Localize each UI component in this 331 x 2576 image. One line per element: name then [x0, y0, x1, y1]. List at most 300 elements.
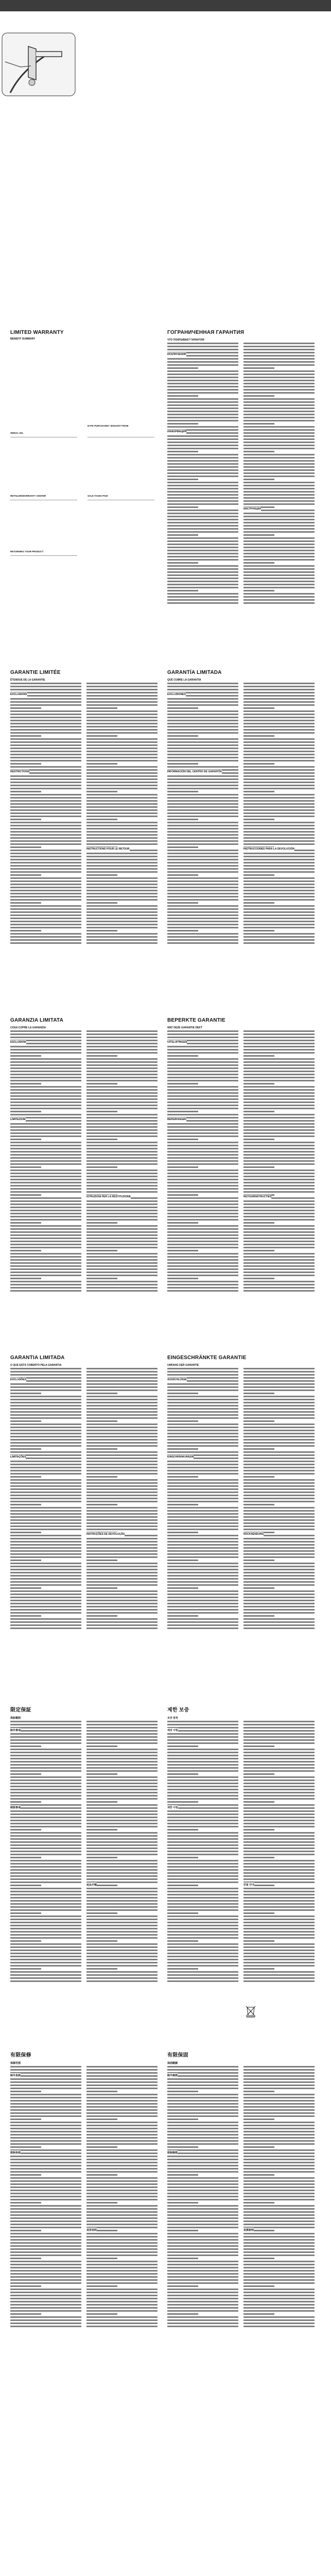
text-line [167, 1529, 238, 1530]
text-line [243, 355, 315, 357]
text-line [10, 1866, 81, 1868]
text-line [167, 865, 238, 867]
text-line [167, 2174, 198, 2176]
text-line [10, 2112, 81, 2114]
text-line [243, 1838, 315, 1840]
text-line [86, 1046, 158, 1047]
text-line [86, 914, 158, 916]
text-line [86, 1436, 158, 1437]
text-line [167, 2066, 238, 2067]
text-line [86, 1089, 158, 1091]
text-line [86, 788, 158, 789]
text-line [10, 2078, 81, 2080]
text-line [243, 1888, 315, 1889]
text-line [243, 1786, 315, 1787]
text-line [167, 831, 238, 833]
text-line [243, 2298, 315, 2299]
text-line [243, 942, 315, 944]
text-line [167, 2298, 238, 2299]
text-line [86, 1163, 158, 1165]
text-line [10, 1253, 81, 1255]
text-line [167, 435, 238, 437]
text-line [243, 1278, 274, 1279]
text-line [167, 2156, 238, 2157]
text-line [86, 1482, 158, 1484]
text-line [243, 2165, 315, 2166]
text-line [167, 800, 238, 802]
text-line [167, 1597, 238, 1598]
text-line [167, 2094, 238, 2095]
text-line [167, 2279, 238, 2281]
text-line [10, 921, 81, 922]
text-line [10, 714, 81, 715]
text-line [10, 1470, 81, 1471]
text-line [167, 911, 238, 913]
text-line [10, 2221, 81, 2222]
text-line [167, 2131, 238, 2132]
text-line [86, 1439, 158, 1440]
text-line [10, 2196, 81, 2197]
text-line [167, 2248, 238, 2250]
text-line [243, 2131, 315, 2132]
section-subheading: EXCLUSIONS [10, 693, 27, 696]
text-line [243, 485, 315, 486]
text-line [243, 1433, 315, 1434]
text-line [10, 1176, 81, 1177]
text-line [167, 463, 238, 465]
text-line [10, 1101, 81, 1103]
text-line [10, 828, 81, 829]
text-line [167, 2115, 238, 2117]
text-line [167, 513, 238, 514]
text-line [10, 1535, 81, 1536]
text-line [243, 531, 315, 533]
text-line [243, 1739, 315, 1741]
text-line [86, 2258, 117, 2259]
text-line [243, 2264, 315, 2265]
text-line [167, 754, 238, 755]
text-line [167, 1126, 238, 1128]
text-line [86, 1120, 158, 1122]
text-line [167, 469, 238, 471]
text-line [167, 1891, 238, 1892]
text-line [243, 2137, 315, 2139]
text-line [86, 1786, 158, 1787]
text-line [10, 911, 81, 913]
body-text-block [167, 2066, 317, 2334]
text-line [167, 553, 238, 554]
text-line [167, 531, 238, 533]
text-line [86, 865, 158, 867]
text-line [86, 1092, 158, 1094]
text-line [167, 1903, 238, 1905]
text-line [86, 2233, 158, 2234]
text-line [10, 1916, 81, 1917]
text-line [86, 890, 158, 891]
text-line [86, 1241, 158, 1242]
text-line [243, 1287, 315, 1289]
text-line [243, 1609, 315, 1611]
text-line [86, 2221, 158, 2222]
text-line [10, 1860, 81, 1861]
text-line [167, 1547, 238, 1549]
text-line [167, 404, 238, 406]
text-line [243, 2214, 315, 2216]
text-line [86, 1860, 158, 1861]
text-line [243, 1547, 315, 1549]
text-line [10, 1170, 81, 1171]
text-line [167, 1814, 238, 1815]
text-line [86, 1844, 158, 1846]
text-line [10, 1420, 41, 1422]
text-line [167, 1095, 238, 1097]
text-line [167, 1470, 238, 1471]
text-line [86, 2131, 158, 2132]
text-line [243, 1055, 274, 1057]
text-line [10, 2115, 81, 2117]
text-line [243, 775, 315, 777]
text-line [167, 2075, 238, 2077]
text-line [243, 571, 315, 573]
text-line [167, 868, 238, 870]
text-line [167, 361, 238, 363]
text-line [167, 2100, 238, 2102]
text-line [167, 1928, 238, 1929]
text-line [167, 726, 238, 727]
text-line [167, 1761, 238, 1762]
text-line [10, 1770, 81, 1772]
text-line [10, 887, 81, 888]
text-line [10, 1080, 81, 1081]
text-line [10, 2131, 81, 2132]
text-line [167, 2196, 238, 2197]
text-line [167, 735, 198, 737]
text-line [243, 2307, 315, 2309]
text-line [243, 751, 315, 752]
text-line [86, 1055, 117, 1057]
text-line [243, 1925, 315, 1926]
text-line [10, 809, 81, 811]
text-line [10, 1776, 81, 1778]
text-line [86, 877, 158, 879]
text-line [243, 714, 315, 715]
text-line [86, 816, 158, 817]
text-line [10, 1823, 81, 1824]
text-line [167, 1142, 238, 1143]
text-line [167, 1925, 238, 1926]
text-line [86, 1974, 158, 1976]
text-line [86, 1529, 158, 1530]
text-line [167, 846, 198, 848]
text-line [86, 862, 158, 863]
warranty-section [167, 1018, 317, 1298]
text-line [10, 1231, 81, 1233]
text-line [243, 1108, 315, 1109]
section-heading: 保固範圍 [167, 2062, 178, 2065]
text-line [167, 791, 198, 792]
text-line [10, 1142, 81, 1143]
text-line [243, 1086, 315, 1088]
text-line [86, 1510, 158, 1512]
text-line [243, 1810, 315, 1812]
text-line [10, 1547, 81, 1549]
text-line [167, 1111, 198, 1112]
text-line [243, 1621, 315, 1623]
text-line [10, 1739, 81, 1741]
text-line [86, 748, 158, 749]
section-subheading: INSTRUÇÕES DE DEVOLUÇÃO [86, 1533, 125, 1536]
text-line [10, 1417, 81, 1419]
text-line [167, 837, 238, 839]
text-line [243, 602, 315, 604]
text-line [243, 1498, 315, 1499]
text-line [86, 1216, 158, 1217]
text-line [86, 1513, 158, 1515]
text-line [243, 766, 315, 768]
text-line [167, 1368, 238, 1369]
text-line [86, 1628, 158, 1629]
text-line [86, 1776, 158, 1778]
text-line [10, 1519, 81, 1521]
text-line [167, 1219, 238, 1221]
text-line [167, 816, 238, 817]
text-line [10, 1835, 81, 1837]
text-line [10, 2326, 81, 2327]
text-line [243, 537, 315, 539]
text-line [86, 1033, 158, 1035]
body-text-block [167, 1030, 317, 1298]
text-line [167, 714, 238, 715]
text-line [243, 1092, 315, 1094]
text-line [167, 1479, 238, 1481]
text-line [243, 902, 274, 904]
text-line [167, 1789, 238, 1790]
text-line [243, 2072, 315, 2074]
text-line [243, 442, 315, 443]
text-line [86, 2180, 158, 2182]
text-line [167, 1071, 238, 1072]
text-line [243, 562, 274, 564]
text-line [167, 1606, 238, 1607]
text-line [167, 1621, 238, 1623]
text-line [167, 1151, 238, 1153]
text-line [243, 1040, 315, 1041]
text-line [86, 1083, 117, 1084]
text-line [10, 775, 81, 777]
text-line [167, 1894, 238, 1895]
text-line [167, 1817, 238, 1818]
text-line [167, 1544, 238, 1546]
text-line [86, 1182, 158, 1183]
text-line [167, 2112, 238, 2114]
text-line [86, 1256, 158, 1258]
text-line [167, 1402, 238, 1403]
text-line [243, 1461, 315, 1462]
text-line [243, 1968, 274, 1970]
text-line [243, 1049, 315, 1050]
text-line [10, 1878, 81, 1880]
text-line [10, 2214, 81, 2216]
text-line [86, 2282, 158, 2284]
text-line [243, 544, 315, 545]
text-line [243, 1101, 315, 1103]
text-line [243, 1519, 315, 1521]
text-line [167, 398, 238, 400]
text-line [167, 389, 238, 391]
text-line [243, 1132, 315, 1134]
text-line [243, 2119, 274, 2120]
text-line [10, 1544, 81, 1546]
text-line [10, 1278, 41, 1279]
section-subheading: UITSLUITINGEN [167, 1041, 187, 1044]
text-line [10, 1092, 81, 1094]
text-line [86, 714, 158, 715]
text-line [243, 717, 315, 718]
text-line [243, 457, 315, 459]
text-line [243, 1064, 315, 1066]
text-line [10, 1814, 81, 1815]
text-line [10, 2273, 81, 2275]
text-line [243, 1971, 315, 1973]
text-line [86, 2078, 158, 2080]
text-line [86, 1578, 158, 1580]
text-line [167, 506, 198, 508]
text-line [10, 1934, 81, 1936]
text-line [167, 1231, 238, 1233]
text-line [167, 893, 238, 894]
text-line [10, 1789, 81, 1790]
text-line [10, 2251, 81, 2253]
text-line [86, 1971, 158, 1973]
text-line [86, 1470, 158, 1471]
text-line [86, 1922, 158, 1923]
text-line [167, 559, 238, 561]
text-line [243, 1492, 315, 1493]
text-line [10, 1590, 81, 1592]
text-line [243, 1541, 315, 1543]
text-line [167, 2143, 238, 2145]
text-line [86, 797, 158, 799]
text-line [86, 1265, 158, 1267]
text-line [167, 2224, 238, 2225]
text-line [243, 1773, 274, 1775]
text-line [86, 1621, 158, 1623]
text-line [10, 1532, 41, 1533]
text-line [167, 2153, 238, 2154]
text-line [10, 2177, 81, 2179]
text-line [167, 497, 238, 499]
text-line [167, 914, 238, 916]
text-line [86, 695, 158, 697]
text-line [86, 1433, 158, 1434]
text-line [10, 2298, 81, 2299]
text-line [10, 1495, 81, 1496]
text-line [243, 797, 315, 799]
text-line [10, 856, 81, 857]
text-line [86, 1284, 158, 1285]
text-line [167, 766, 238, 768]
text-line [243, 451, 274, 452]
text-line [243, 2239, 315, 2241]
text-line [86, 1739, 158, 1741]
text-line [167, 1393, 198, 1394]
text-line [167, 587, 238, 588]
text-line [86, 2081, 158, 2083]
text-line [243, 695, 315, 697]
text-line [167, 2221, 238, 2222]
text-line [86, 1095, 158, 1097]
text-line [243, 689, 315, 690]
text-line [167, 1742, 238, 1744]
text-line [10, 2183, 81, 2185]
text-line [86, 1980, 158, 1982]
text-line [86, 1906, 158, 1908]
text-line [10, 893, 81, 894]
text-line [243, 1105, 315, 1106]
text-line [243, 1213, 315, 1214]
text-line [243, 429, 315, 431]
text-line [243, 488, 315, 489]
text-line [167, 930, 198, 931]
text-line [243, 1284, 315, 1285]
text-line [167, 457, 238, 459]
text-line [167, 825, 238, 826]
text-line [167, 1590, 238, 1592]
section-subheading: LIMITAÇÕES [10, 1455, 26, 1459]
text-line [86, 1615, 117, 1617]
text-line [243, 599, 315, 601]
text-line [167, 751, 238, 752]
text-line [167, 689, 238, 690]
text-line [167, 1064, 238, 1066]
text-line [243, 1037, 315, 1038]
text-line [243, 2261, 315, 2262]
text-line [86, 1132, 158, 1134]
text-line [86, 1516, 158, 1518]
text-line [10, 1943, 81, 1945]
text-line [86, 1733, 158, 1735]
text-line [243, 2255, 315, 2256]
text-line [86, 729, 158, 731]
text-line [10, 1724, 81, 1725]
body-text-block [10, 683, 160, 951]
text-line [167, 720, 238, 721]
text-line [167, 921, 238, 922]
text-line [10, 1897, 81, 1899]
text-line [167, 1399, 238, 1400]
text-line [86, 2162, 158, 2163]
text-line [86, 1590, 158, 1592]
text-line [86, 763, 117, 765]
text-line [243, 1111, 274, 1112]
text-line [167, 2239, 238, 2241]
text-line [10, 2122, 81, 2123]
text-line [86, 887, 158, 888]
text-line [10, 1801, 41, 1803]
text-line [243, 2224, 315, 2225]
text-line [10, 1894, 81, 1895]
text-line [86, 1408, 158, 1410]
text-line [10, 1755, 81, 1756]
text-line [10, 1163, 81, 1165]
text-line [86, 1566, 158, 1567]
text-line [10, 2279, 81, 2281]
text-line [10, 862, 81, 863]
text-line [167, 1501, 238, 1502]
text-line [167, 1405, 238, 1406]
text-line [86, 908, 158, 910]
text-line [10, 816, 81, 817]
